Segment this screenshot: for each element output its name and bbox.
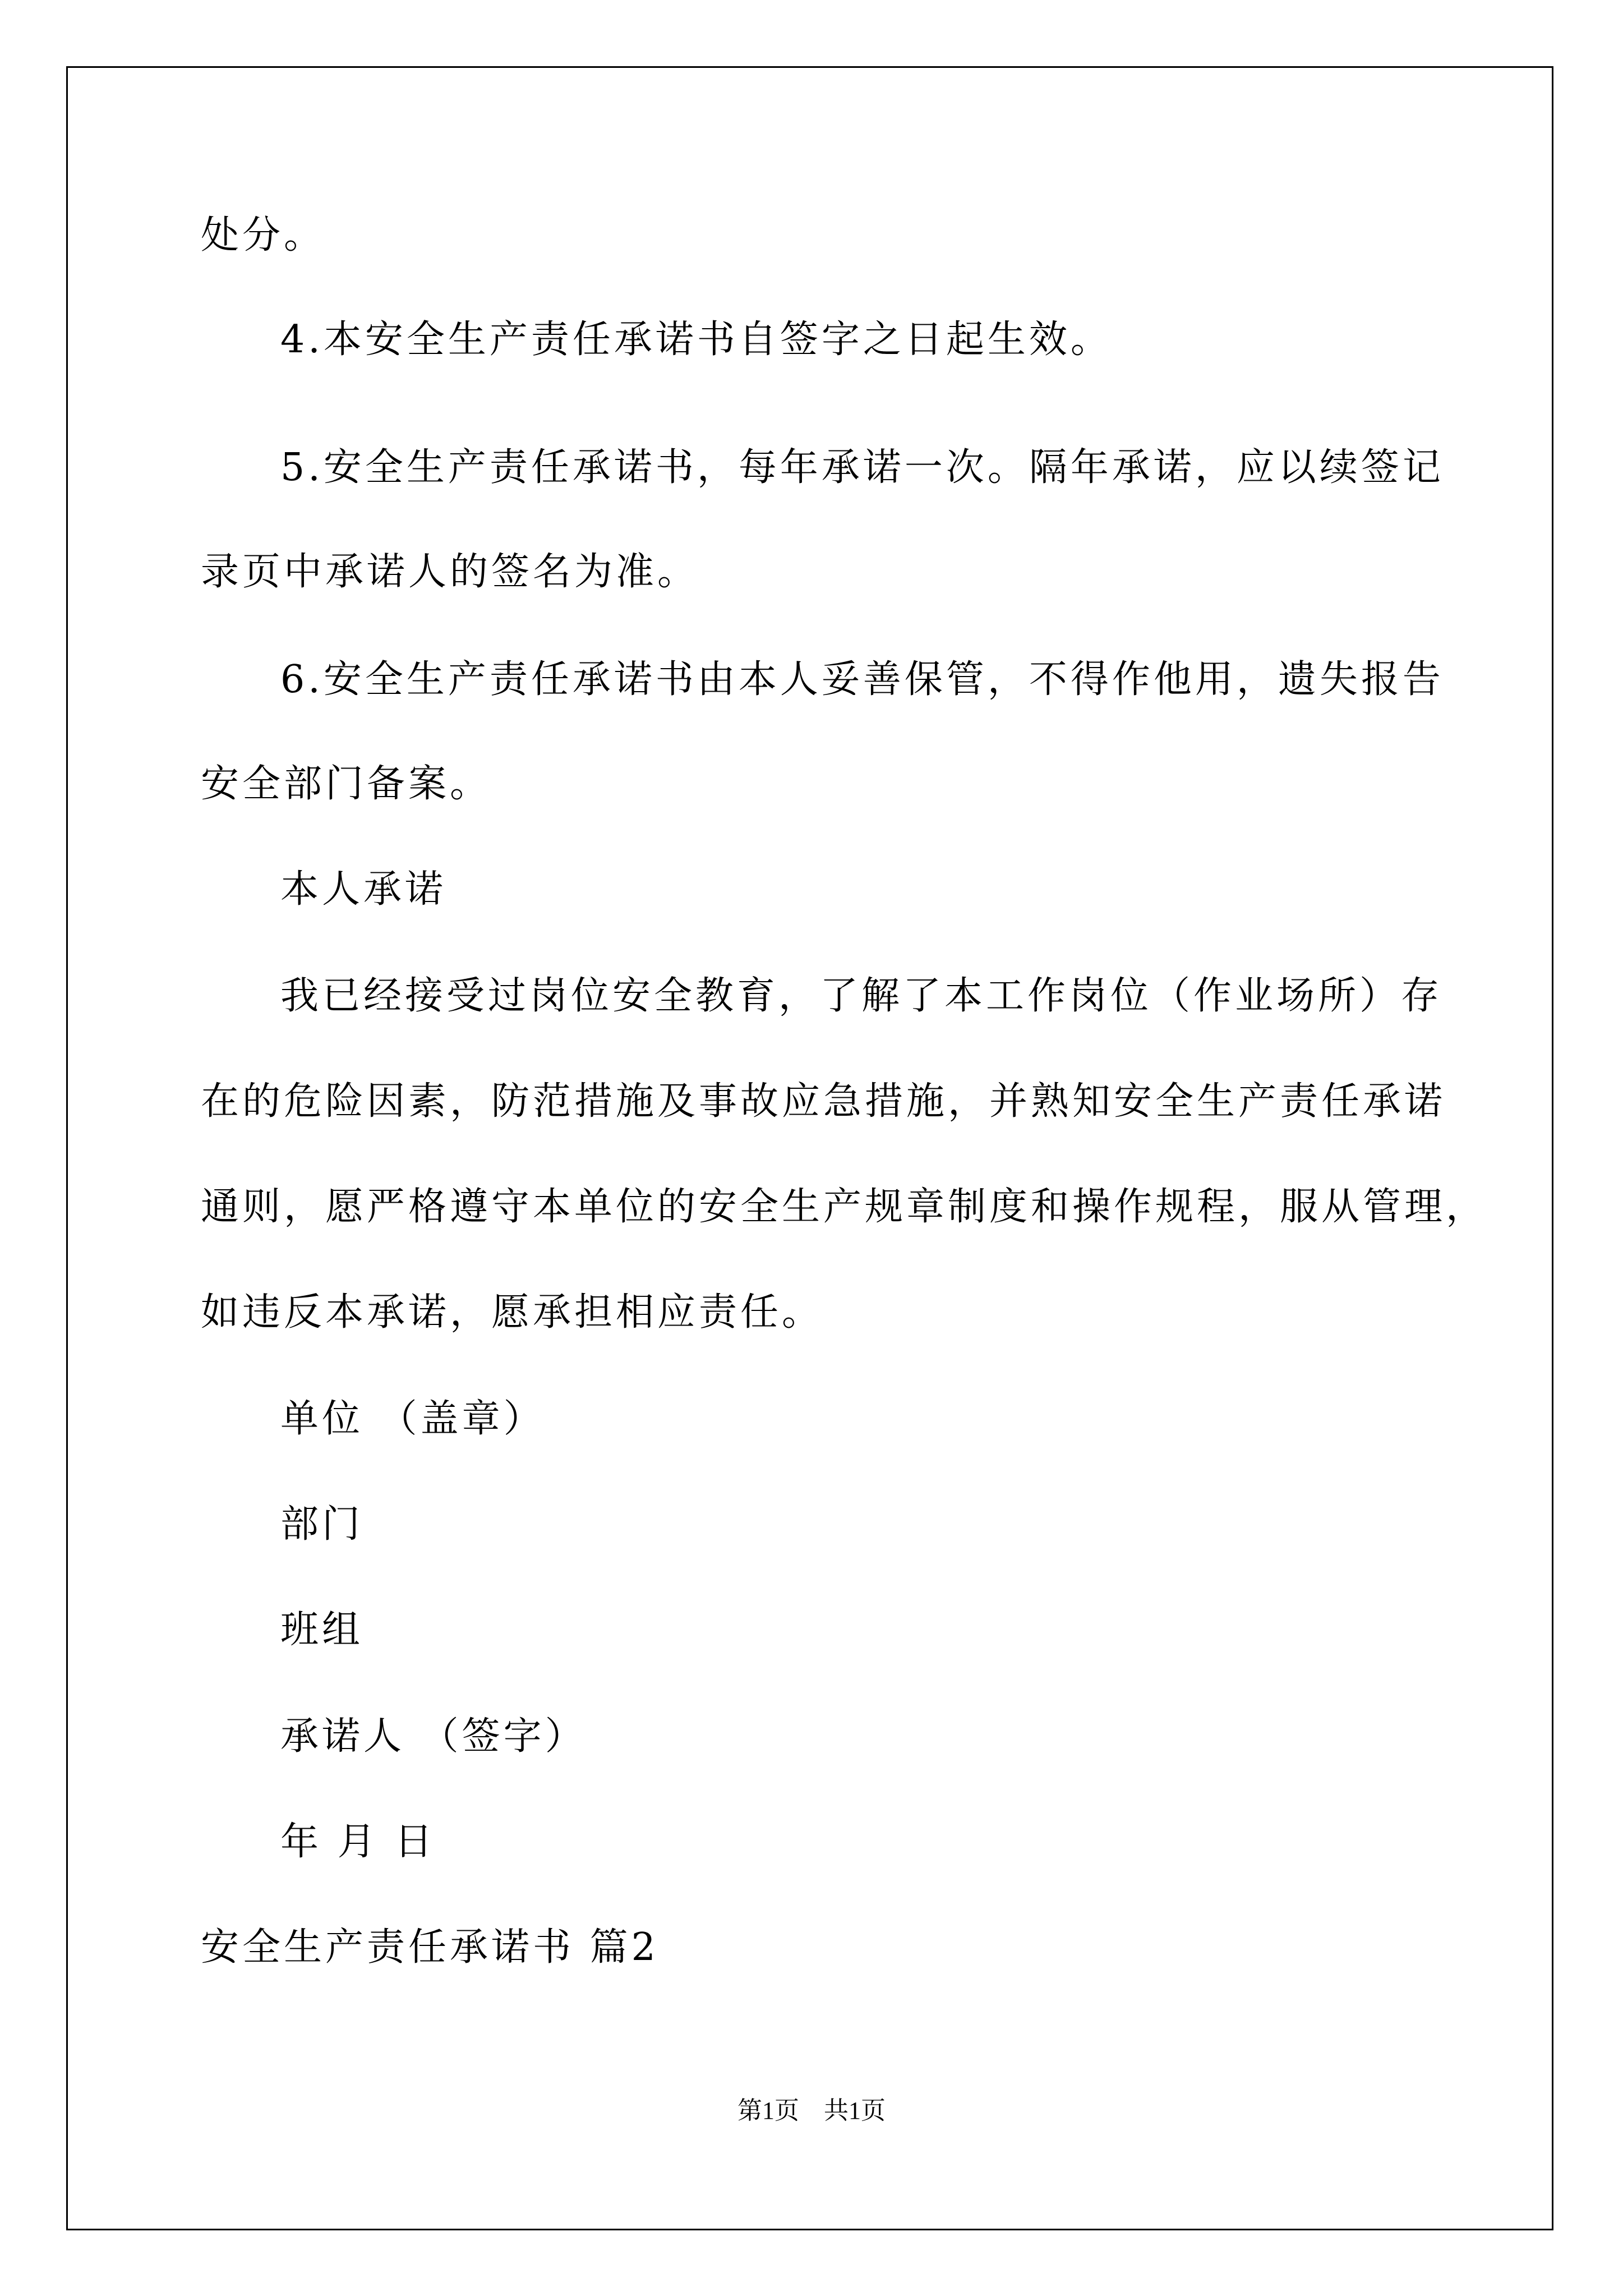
section-heading: 安全生产责任承诺书 篇2 xyxy=(201,1925,659,1970)
text-line-6: 安全部门备案。 xyxy=(201,762,492,806)
text-line-2: 4.本安全生产责任承诺书自签字之日起生效。 xyxy=(280,318,1112,362)
page-border xyxy=(66,66,1553,2230)
text-line-4: 录页中承诺人的签名为准。 xyxy=(201,550,699,594)
text-line-16: 年 月 日 xyxy=(280,1820,436,1864)
text-line-7: 本人承诺 xyxy=(280,867,447,912)
text-line-3: 5.安全生产责任承诺书，每年承诺一次。隔年承诺，应以续签记 xyxy=(280,445,1444,490)
text-line-12: 单位 （盖章） xyxy=(280,1397,545,1441)
page-footer: 第1页 共1页 xyxy=(737,2097,886,2124)
text-line-10: 通则，愿严格遵守本单位的安全生产规章制度和操作规程，服从管理， xyxy=(201,1185,1488,1229)
text-line-13: 部门 xyxy=(280,1502,364,1547)
text-line-15: 承诺人 （签字） xyxy=(280,1714,587,1759)
text-line-1: 处分。 xyxy=(201,213,326,257)
text-line-8: 我已经接受过岗位安全教育，了解了本工作岗位（作业场所）存 xyxy=(280,974,1443,1018)
text-line-14: 班组 xyxy=(280,1608,364,1652)
text-line-11: 如违反本承诺，愿承担相应责任。 xyxy=(201,1290,824,1335)
text-line-9: 在的危险因素，防范措施及事故应急措施，并熟知安全生产责任承诺 xyxy=(201,1079,1446,1124)
text-line-5: 6.安全生产责任承诺书由本人妥善保管，不得作他用，遗失报告 xyxy=(280,657,1444,702)
